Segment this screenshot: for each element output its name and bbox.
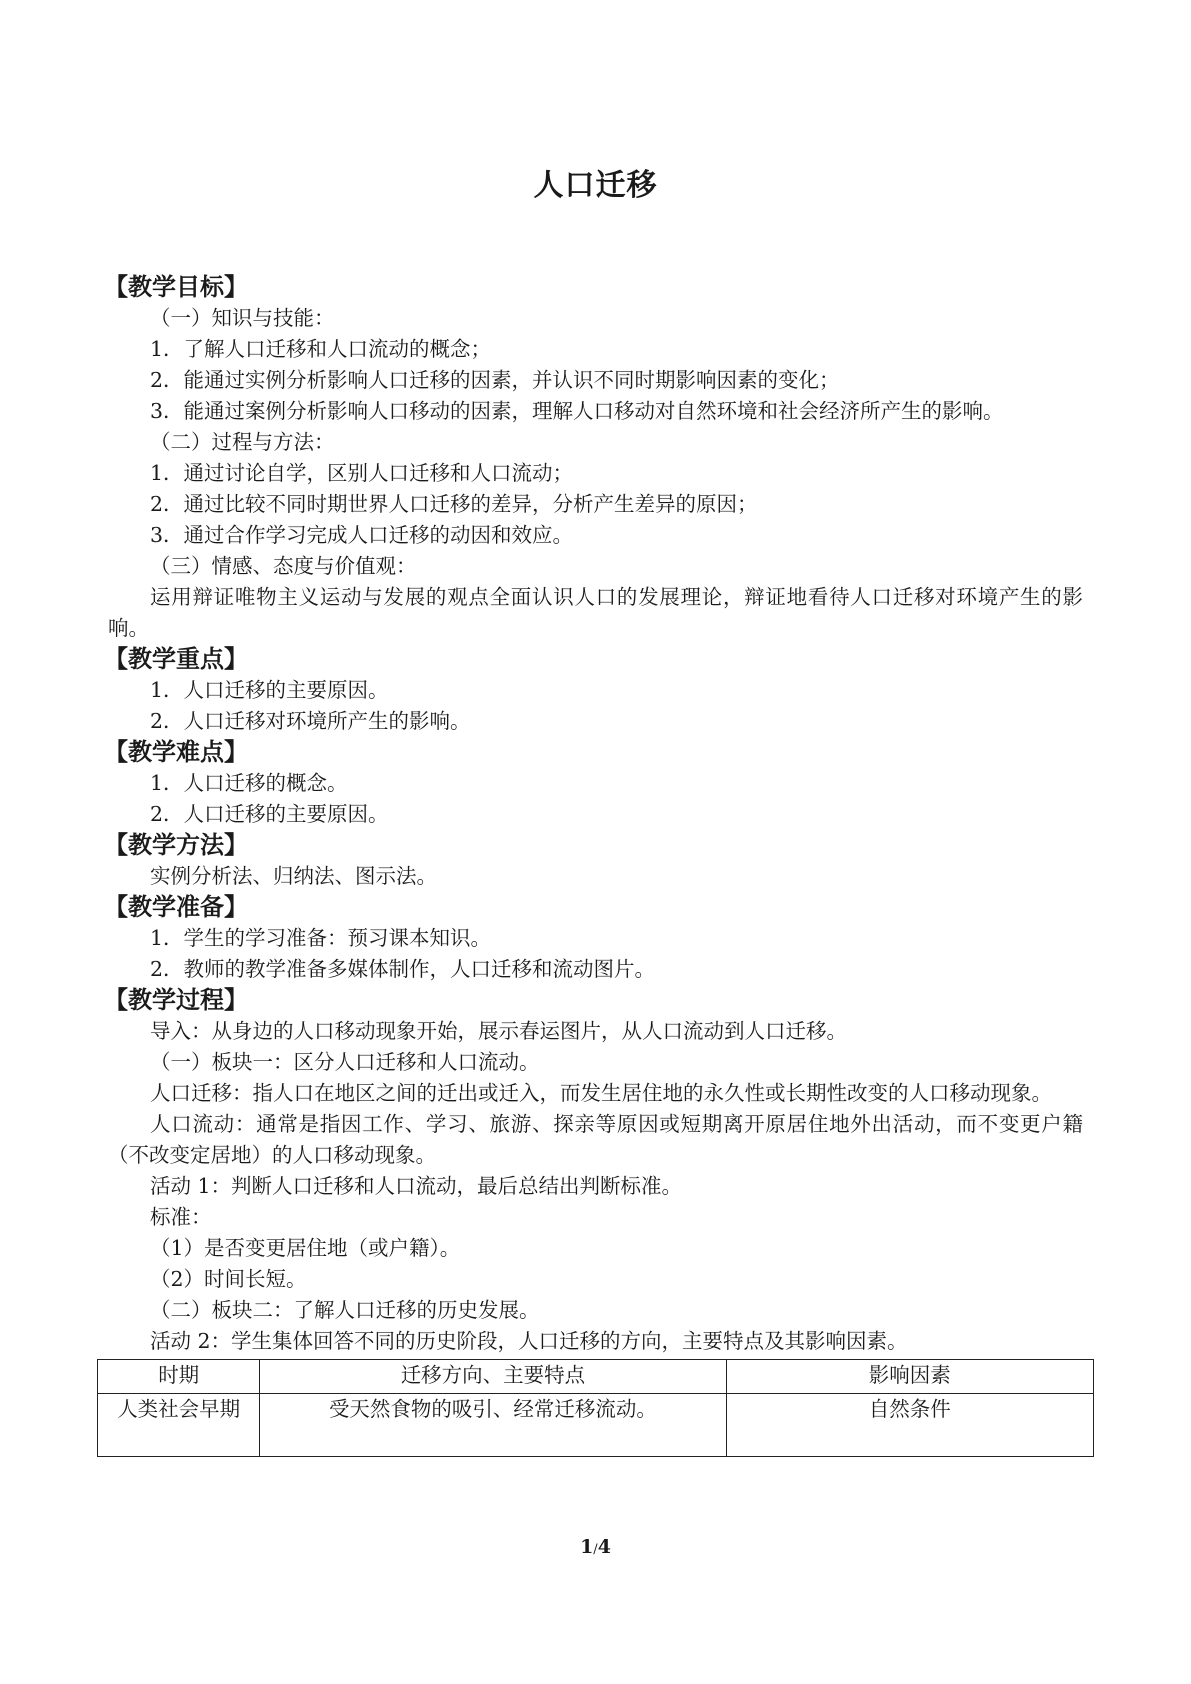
- criteria-label: 标准：: [150, 1205, 212, 1229]
- document-body: [104, 272, 1083, 1457]
- heading-teaching-methods: 【教学方法】: [104, 831, 248, 859]
- migration-history-table: [97, 1359, 1094, 1457]
- subheading-process-methods: （二）过程与方法：: [150, 430, 335, 454]
- heading-teaching-prep: 【教学准备】: [104, 893, 248, 921]
- goal-emotion-1: 运用辩证唯物主义运动与发展的观点全面认识人口的发展理论，辩证地看待人口迁移对环境产生的影响。: [108, 585, 1083, 640]
- page-separator: /: [593, 1542, 598, 1557]
- process-block-2: （二）板块二：了解人口迁移的历史发展。: [150, 1298, 540, 1322]
- activity-2: 活动 2：学生集体回答不同的历史阶段，人口迁移的方向，主要特点及其影响因素。: [150, 1329, 908, 1353]
- process-block-1: （一）板块一：区分人口迁移和人口流动。: [150, 1050, 540, 1074]
- goal-method-1: 1．通过讨论自学，区别人口迁移和人口流动；: [150, 461, 574, 485]
- prep-item-2: 2．教师的教学准备多媒体制作，人口迁移和流动图片。: [150, 957, 656, 981]
- page-total: 4: [597, 1536, 611, 1558]
- definition-mobility: 人口流动：通常是指因工作、学习、旅游、探亲等原因或短期离开原居住地外出活动，而不变更户籍（不改变定居地）的人口移动现象。: [108, 1112, 1083, 1167]
- prep-item-1: 1．学生的学习准备：预习课本知识。: [150, 926, 492, 950]
- table-header-row: [98, 1360, 1094, 1394]
- definition-migration: 人口迁移：指人口在地区之间的迁出或迁入，而发生居住地的永久性或长期性改变的人口移动现象。: [150, 1081, 1052, 1105]
- table-cell-factors: 自然条件: [726, 1394, 1094, 1457]
- goal-method-3: 3．通过合作学习完成人口迁移的动因和效应。: [150, 523, 574, 547]
- heading-teaching-process: 【教学过程】: [104, 986, 248, 1014]
- page-current: 1: [580, 1536, 594, 1558]
- table-cell-period: 人类社会早期: [98, 1394, 260, 1457]
- goal-knowledge-3: 3．能通过案例分析影响人口移动的因素，理解人口移动对自然环境和社会经济所产生的影响。: [150, 399, 1004, 423]
- difficult-point-1: 1．人口迁移的概念。: [150, 771, 348, 795]
- subheading-knowledge-skills: （一）知识与技能：: [150, 306, 335, 330]
- process-intro: 导入：从身边的人口移动现象开始，展示春运图片，从人口流动到人口迁移。: [150, 1019, 847, 1043]
- heading-teaching-goals: 【教学目标】: [104, 273, 248, 301]
- key-point-1: 1．人口迁移的主要原因。: [150, 678, 389, 702]
- document-title: 人口迁移: [533, 168, 658, 203]
- key-point-2: 2．人口迁移对环境所产生的影响。: [150, 709, 471, 733]
- heading-key-points: 【教学重点】: [104, 645, 248, 673]
- criteria-1: （1）是否变更居住地（或户籍）。: [150, 1236, 461, 1260]
- difficult-point-2: 2．人口迁移的主要原因。: [150, 802, 389, 826]
- goal-knowledge-2: 2．能通过实例分析影响人口迁移的因素，并认识不同时期影响因素的变化；: [150, 368, 840, 392]
- table-header-factors: 影响因素: [726, 1360, 1094, 1394]
- goal-method-2: 2．通过比较不同时期世界人口迁移的差异，分析产生差异的原因；: [150, 492, 758, 516]
- criteria-2: （2）时间长短。: [150, 1267, 307, 1291]
- activity-1: 活动 1：判断人口迁移和人口流动，最后总结出判断标准。: [150, 1174, 683, 1198]
- goal-knowledge-1: 1．了解人口迁移和人口流动的概念；: [150, 337, 492, 361]
- teaching-method-1: 实例分析法、归纳法、图示法。: [150, 864, 437, 888]
- table-header-period: 时期: [98, 1360, 260, 1394]
- subheading-emotion-values: （三）情感、态度与价值观：: [150, 554, 417, 578]
- table-header-direction: 迁移方向、主要特点: [260, 1360, 726, 1394]
- table-row: [98, 1394, 1094, 1457]
- heading-difficult-points: 【教学难点】: [104, 738, 248, 766]
- table-cell-direction: 受天然食物的吸引、经常迁移流动。: [260, 1394, 726, 1457]
- page-number: [0, 1536, 1191, 1558]
